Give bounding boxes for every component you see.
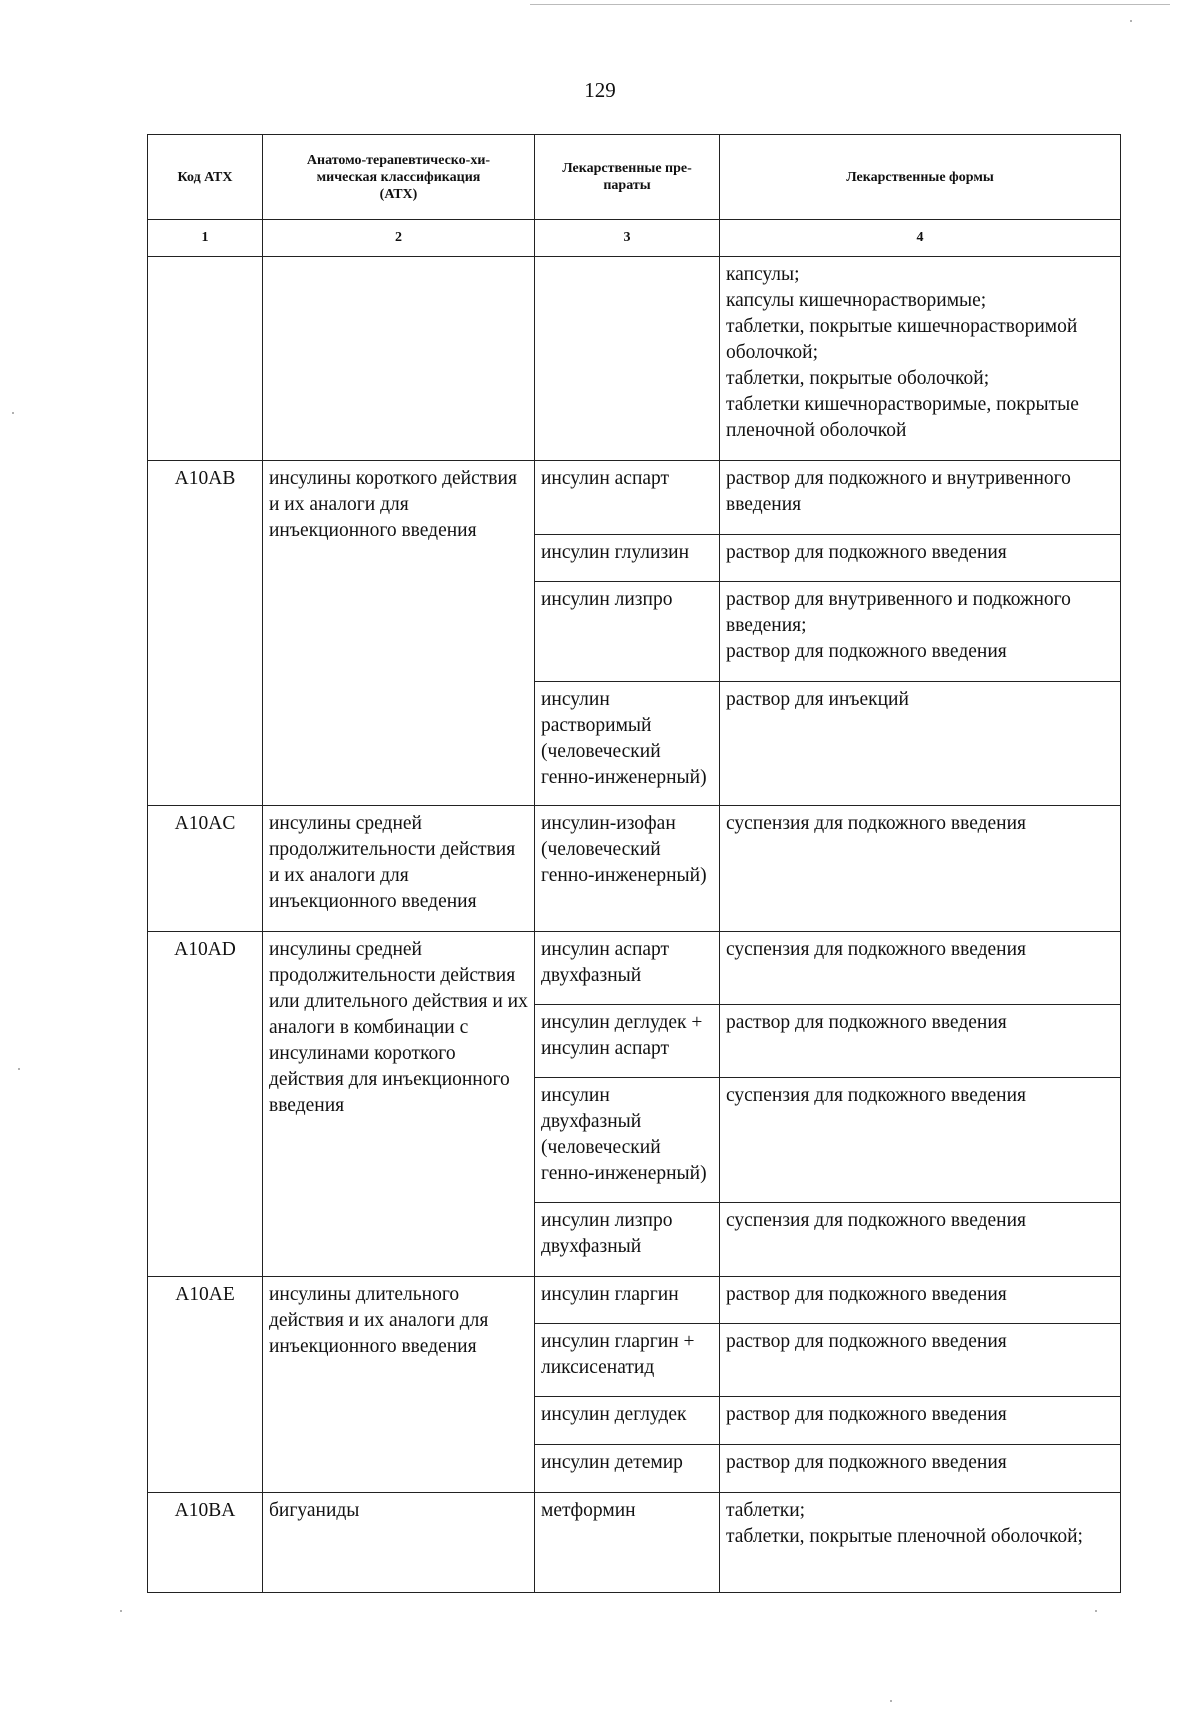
classification-cell: инсулины средней продолжительности действия или длительного действия и их аналоги в комбинации с инсулинами короткого действия для инъекционного введения <box>263 932 535 1277</box>
column-number: 3 <box>535 220 720 257</box>
drug-cell: метформин <box>535 1493 720 1593</box>
classification-cell: инсулины короткого действия и их аналоги для инъекционного введения <box>263 461 535 806</box>
scan-speck <box>18 1068 20 1070</box>
column-number-row <box>148 220 1121 257</box>
atx-table <box>147 134 1121 1593</box>
forms-cell: раствор для внутривенного и подкожного введения; раствор для подкожного введения <box>720 582 1121 682</box>
header-drugs: Лекарственные пре- параты <box>535 135 720 220</box>
code-cell <box>148 257 263 461</box>
drug-cell: инсулин двухфазный (человеческий генно-инженерный) <box>535 1078 720 1203</box>
classification-cell: инсулины средней продолжительности действия и их аналоги для инъекционного введения <box>263 806 535 932</box>
drug-cell <box>535 257 720 461</box>
table-row <box>148 932 1121 1005</box>
drug-cell: инсулин аспарт <box>535 461 720 535</box>
scan-speck <box>1095 1610 1097 1612</box>
header-code: Код АТХ <box>148 135 263 220</box>
drug-cell: инсулин гларгин <box>535 1277 720 1324</box>
atx-code: A10BA <box>148 1493 263 1593</box>
scan-speck <box>12 412 14 414</box>
forms-cell: суспензия для подкожного введения <box>720 1078 1121 1203</box>
drug-cell: инсулин лизпро <box>535 582 720 682</box>
scan-speck <box>890 1700 892 1702</box>
column-number: 4 <box>720 220 1121 257</box>
forms-cell: раствор для подкожного введения <box>720 1277 1121 1324</box>
forms-cell: раствор для инъекций <box>720 682 1121 806</box>
table-row <box>148 806 1121 932</box>
scan-speck <box>120 1610 122 1612</box>
classification-cell <box>263 257 535 461</box>
drug-cell: инсулин глулизин <box>535 535 720 582</box>
drug-cell: инсулин-изофан (человеческий генно-инженерный) <box>535 806 720 932</box>
forms-cell: раствор для подкожного введения <box>720 1324 1121 1397</box>
drug-cell: инсулин лизпро двухфазный <box>535 1203 720 1277</box>
classification-cell: бигуаниды <box>263 1493 535 1593</box>
forms-cell: суспензия для подкожного введения <box>720 806 1121 932</box>
atx-code: A10AE <box>148 1277 263 1493</box>
atx-code: A10AB <box>148 461 263 806</box>
forms-cell: раствор для подкожного и внутривенного введения <box>720 461 1121 535</box>
forms-cell: раствор для подкожного введения <box>720 1397 1121 1445</box>
header-forms: Лекарственные формы <box>720 135 1121 220</box>
column-number: 1 <box>148 220 263 257</box>
atx-code: A10AC <box>148 806 263 932</box>
forms-cell: суспензия для подкожного введения <box>720 932 1121 1005</box>
drug-cell: инсулин гларгин + ликсисенатид <box>535 1324 720 1397</box>
drug-cell: инсулин деглудек <box>535 1397 720 1445</box>
header-classification: Анатомо-терапевтическо-хи- мическая классификация (АТХ) <box>263 135 535 220</box>
table-row <box>148 1493 1121 1593</box>
page-number: 129 <box>584 78 616 102</box>
forms-cell: суспензия для подкожного введения <box>720 1203 1121 1277</box>
column-number: 2 <box>263 220 535 257</box>
drug-cell: инсулин деглудек + инсулин аспарт <box>535 1005 720 1078</box>
classification-cell: инсулины длительного действия и их аналоги для инъекционного введения <box>263 1277 535 1493</box>
header-row <box>148 135 1121 220</box>
table-row <box>148 1277 1121 1324</box>
scan-speck <box>1130 20 1132 22</box>
forms-cell: таблетки; таблетки, покрытые пленочной оболочкой; <box>720 1493 1121 1593</box>
forms-cell: капсулы; капсулы кишечнорастворимые; таблетки, покрытые кишечнорастворимой оболочкой; таблетки, покрытые оболочкой; таблетки кишечнорастворимые, покрытые пленочной оболочкой <box>720 257 1121 461</box>
table-row <box>148 257 1121 461</box>
forms-cell: раствор для подкожного введения <box>720 535 1121 582</box>
forms-cell: раствор для подкожного введения <box>720 1445 1121 1493</box>
table-row <box>148 461 1121 535</box>
scan-top-rule <box>530 4 1170 5</box>
drug-cell: инсулин детемир <box>535 1445 720 1493</box>
drug-cell: инсулин растворимый (человеческий генно-инженерный) <box>535 682 720 806</box>
atx-code: A10AD <box>148 932 263 1277</box>
drug-cell: инсулин аспарт двухфазный <box>535 932 720 1005</box>
forms-cell: раствор для подкожного введения <box>720 1005 1121 1078</box>
